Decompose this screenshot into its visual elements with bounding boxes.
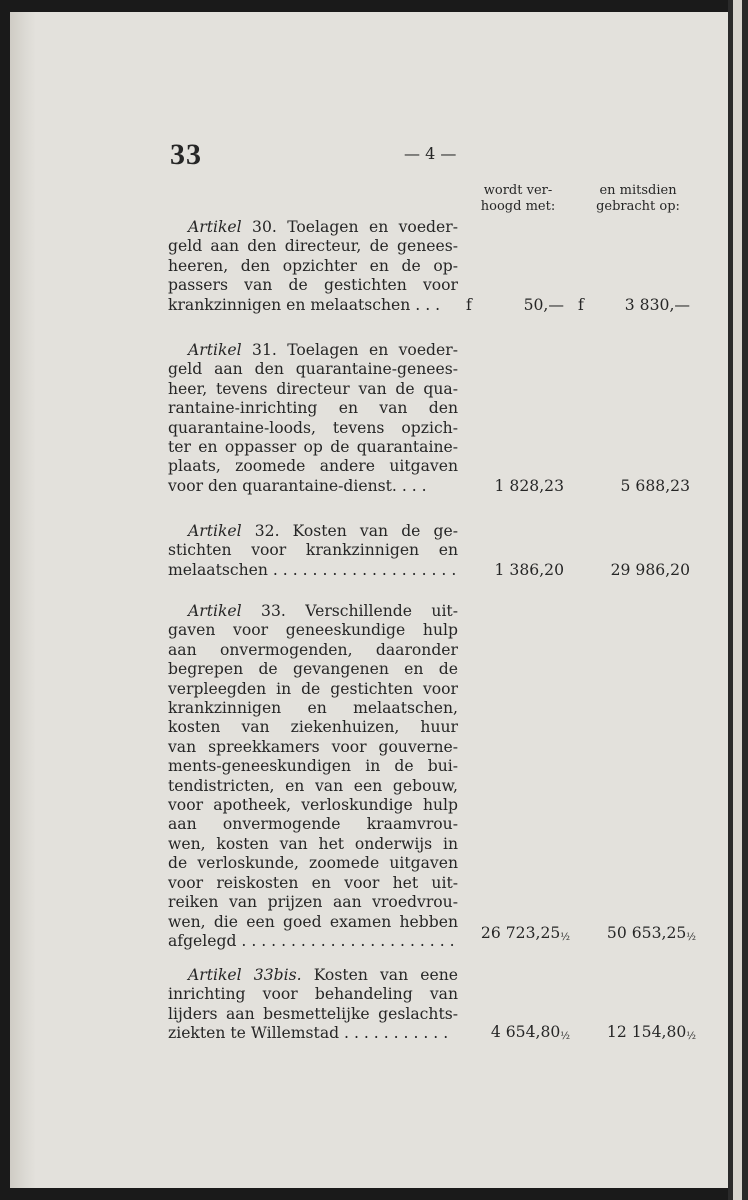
increase-amount: 1 828,23: [494, 477, 564, 495]
article-text: Toelagen en voeder-: [287, 341, 458, 359]
column-header-total-line1: en mitsdien: [599, 183, 677, 198]
article-line: quarantaine-loods, tevens opzich-: [168, 418, 458, 437]
article-line: wen, die een goed examen hebben: [168, 912, 458, 931]
article-line: begrepen de gevangenen en de: [168, 660, 458, 679]
article-line: [168, 341, 458, 360]
column-header-total: [580, 183, 696, 215]
article-number: 33.: [261, 602, 286, 620]
article-label: Artikel: [188, 341, 242, 359]
article-number: 31.: [252, 341, 277, 359]
article-30: [168, 218, 458, 315]
article-33: [168, 602, 458, 951]
article-line: wen, kosten van het onderwijs in: [168, 834, 458, 853]
article-text: Toelagen en voeder-: [287, 218, 458, 236]
article-line: tendistricten, en van een gebouw,: [168, 776, 458, 795]
total-amount: [584, 924, 696, 943]
total-value: 12 154,80: [606, 1023, 687, 1041]
article-line: krankzinnigen en melaatschen . . .: [168, 295, 441, 314]
next-page-edge: [733, 0, 742, 1200]
increase-amount: 1 386,20: [494, 561, 564, 579]
column-header-increase: [468, 183, 568, 215]
article-line: [168, 522, 458, 541]
total-fraction: ½: [686, 932, 696, 943]
article-text: Verschillende uit-: [305, 602, 458, 620]
article-line: inrichting voor behandeling van: [168, 985, 458, 1004]
total-fraction: ½: [686, 1031, 696, 1042]
article-line: rantaine-inrichting en van den: [168, 399, 458, 418]
article-line: heer, tevens directeur van de qua-: [168, 379, 458, 398]
page-binding: [10, 12, 36, 1188]
increase-amount: [460, 924, 570, 943]
currency-symbol: f: [578, 296, 584, 314]
article-line: [168, 966, 458, 985]
column-header-increase-line2: hoogd met:: [480, 199, 556, 214]
increase-amount: 50,—: [523, 296, 564, 314]
article-line: geld aan den directeur, de genees-: [168, 237, 458, 256]
article-line: gaven voor geneeskundige hulp: [168, 621, 458, 640]
article-line: de verloskunde, zoomede uitgaven: [168, 854, 458, 873]
article-line: van spreekkamers voor gouverne-: [168, 737, 458, 756]
article-number: 33bis.: [253, 966, 302, 984]
article-line: kosten van ziekenhuizen, huur: [168, 718, 458, 737]
article-line: passers van de gestichten voor: [168, 276, 458, 295]
increase-fraction: ½: [560, 932, 570, 943]
total-amount: [584, 1023, 696, 1042]
article-line: [168, 602, 458, 621]
article-number: 32.: [254, 522, 280, 540]
article-label: Artikel: [188, 966, 242, 984]
increase-value: 4 654,80: [490, 1023, 561, 1041]
article-text: Kosten van eene: [313, 966, 458, 984]
total-amount: 5 688,23: [620, 477, 690, 495]
article-line: stichten voor krankzinnigen en: [168, 541, 458, 560]
total-amount: 29 986,20: [610, 561, 690, 579]
article-label: Artikel: [188, 522, 242, 540]
article-line: ter en oppasser op de quarantaine-: [168, 438, 458, 457]
article-line: afgelegd . . . . . . . . . . . . . . . . . . . . . .: [168, 931, 455, 950]
column-header-total-line2: gebracht op:: [596, 199, 680, 214]
article-number: 30.: [252, 218, 277, 236]
increase-amount: [460, 1023, 570, 1042]
article-line: heeren, den opzichter en de op-: [168, 256, 458, 275]
folio-number: 33: [170, 138, 202, 171]
article-line: lijders aan besmettelijke geslachts-: [168, 1004, 458, 1023]
increase-value: 26 723,25: [480, 924, 561, 942]
article-label: Artikel: [188, 602, 242, 620]
total-value: 50 653,25: [606, 924, 687, 942]
article-line: ziekten te Willemstad . . . . . . . . . . .: [168, 1024, 449, 1043]
page-number: — 4 —: [404, 144, 457, 163]
article-line: aan onvermogenden, daaronder: [168, 640, 458, 659]
article-line: krankzinnigen en melaatschen,: [168, 699, 458, 718]
article-line: ments-geneeskundigen in de bui-: [168, 757, 458, 776]
article-line: reiken van prijzen aan vroedvrou-: [168, 893, 458, 912]
article-line: aan onvermogende kraamvrou-: [168, 815, 458, 834]
article-line: voor den quarantaine-dienst. . . .: [168, 476, 427, 495]
article-line: plaats, zoomede andere uitgaven: [168, 457, 458, 476]
currency-symbol: f: [466, 296, 472, 314]
article-line: melaatschen . . . . . . . . . . . . . . . . . . .: [168, 560, 457, 579]
article-line: verpleegden in de gestichten voor: [168, 679, 458, 698]
increase-fraction: ½: [560, 1031, 570, 1042]
total-amount: 3 830,—: [624, 296, 690, 314]
article-text: Kosten van de ge-: [292, 522, 458, 540]
article-33bis: [168, 966, 458, 1044]
column-header-increase-line1: wordt ver-: [483, 183, 553, 198]
article-label: Artikel: [188, 218, 242, 236]
article-line: geld aan den quarantaine-genees-: [168, 360, 458, 379]
article-32: [168, 522, 458, 580]
article-line: [168, 218, 458, 237]
article-31: [168, 341, 458, 496]
article-line: voor reiskosten en voor het uit-: [168, 873, 458, 892]
article-line: voor apotheek, verloskundige hulp: [168, 796, 458, 815]
